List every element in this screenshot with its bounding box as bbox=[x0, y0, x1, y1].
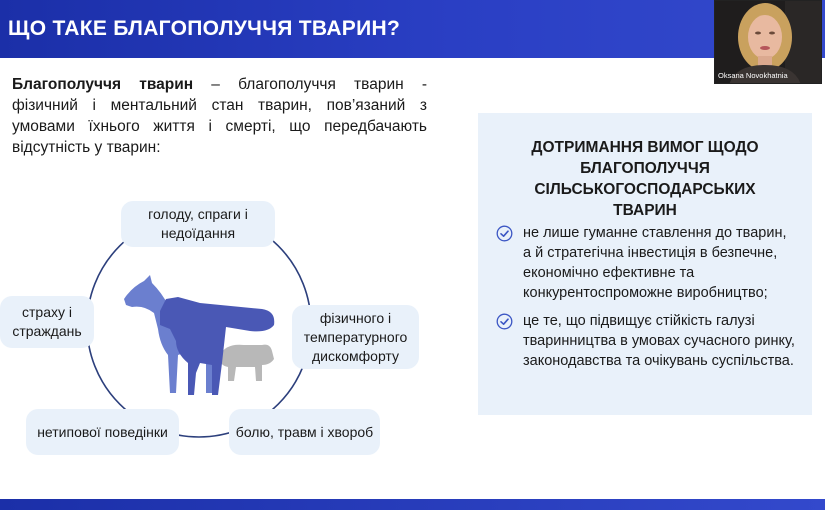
freedom-pain: болю, травм і хвороб bbox=[229, 409, 380, 455]
freedom-behaviour: нетипової поведінки bbox=[26, 409, 179, 455]
title-bar bbox=[0, 0, 825, 58]
five-freedoms-diagram bbox=[0, 195, 470, 495]
definition-paragraph bbox=[12, 74, 427, 158]
participant-name: Oksana Novokhatnia bbox=[718, 71, 788, 80]
freedom-fear: страху і страждань bbox=[0, 296, 94, 348]
pig-icon bbox=[220, 345, 274, 381]
bottom-bar bbox=[0, 499, 825, 510]
info-bullet bbox=[496, 311, 796, 371]
definition-term: Благополуччя тварин bbox=[12, 76, 194, 93]
info-bullet-text: це те, що підвищує стійкість галузі тваринництва в умовах сучасного ринку, законодавства та очікувань суспільства. bbox=[523, 313, 795, 369]
freedom-discomfort: фізичного і температурного дискомфорту bbox=[292, 305, 419, 369]
definition-text: – благополуччя тварин - фізичний і ментальний стан тварин, пов’язаний з умовами їхнього життя і смерті, що передбачають відсутність у тварин: bbox=[12, 76, 427, 156]
info-bullet-text: не лише гуманне ставлення до тварин, а й стратегічна інвестиція в безпечне, економічно ефективне та конкурентоспроможне виробництво; bbox=[523, 225, 787, 301]
info-panel bbox=[478, 113, 812, 415]
freedom-hunger: голоду, спраги і недоїдання bbox=[121, 201, 275, 247]
info-bullet bbox=[496, 223, 796, 303]
webcam-video-tile[interactable] bbox=[714, 0, 822, 84]
check-circle-icon bbox=[496, 313, 513, 330]
check-circle-icon bbox=[496, 225, 513, 242]
slide-title: ЩО ТАКЕ БЛАГОПОЛУЧЧЯ ТВАРИН? bbox=[8, 17, 401, 40]
info-panel-heading: ДОТРИМАННЯ ВИМОГ ЩОДО БЛАГОПОЛУЧЧЯ СІЛЬСЬКОГОСПОДАРСЬКИХ ТВАРИН bbox=[531, 139, 759, 219]
